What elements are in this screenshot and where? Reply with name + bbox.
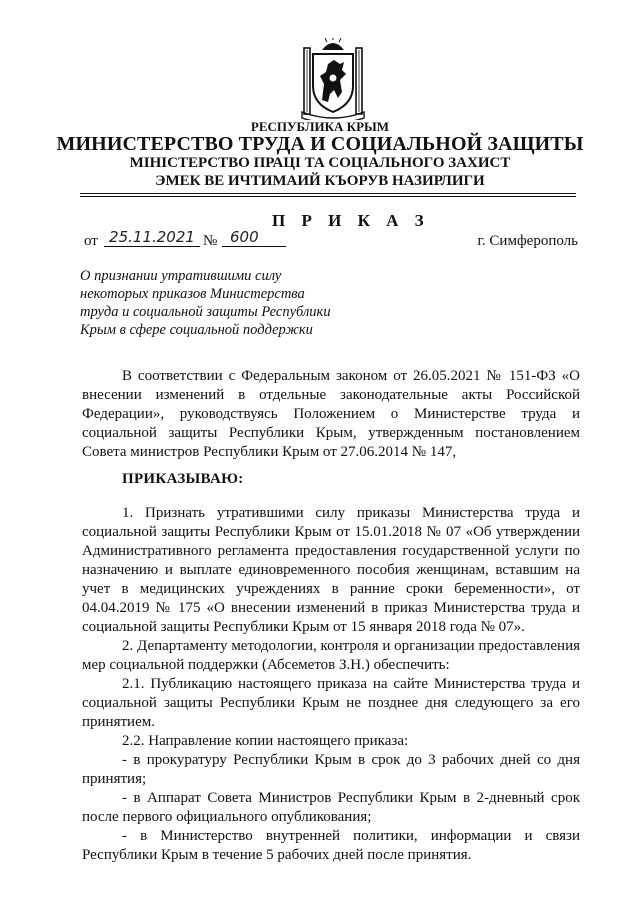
crimea-coat-of-arms-icon [300,38,366,120]
number-label: № [203,233,218,249]
document-subject: О признании утратившими силу некоторых приказов Министерства труда и социальной защиты Республики Крым в сфере социальной поддержки [80,268,331,338]
handwritten-date: 25.11.2021 [104,228,200,247]
preamble-text: В соответствии с Федеральным законом от 26.05.2021 № 151-ФЗ «О внесении изменений в отдельные законодательные акты Российской Федерации», руководствуясь Положением о Министерстве труда и социальной защиты Республики Крым, утвержденным постановлением Совета министров Республики Крым от 27.06.2014 № 147, [82,368,580,460]
paragraph-1: 1. Признать утратившими силу приказы Министерства труда и социальной защиты Республики Крым от 15.01.2018 № 07 «Об утверждении Административного регламента предоставления государственной услуги по назначению и выплате единовременного пособия женщинам, вставшим на учет в медицинских учреждениях в ранние сроки беременности», от 04.04.2019 № 175 «О внесении изменений в приказ Министерства труда и социальной защиты Республики Крым от 15 января 2018 года № 07». [82,505,580,635]
city: г. Симферополь [477,233,578,249]
paragraph-2-1: 2.1. Публикацию настоящего приказа на сайте Министерства труда и социальной защиты Республики Крым не позднее дня следующего за его принятием. [82,676,580,730]
header-rule-top [80,193,576,194]
ministry-name-crh: ЭМЕК ВЕ ИЧТИМАИЙ КЪОРУВ НАЗИРЛИГИ [155,173,485,189]
republic-heading: РЕСПУБЛИКА КРЫМ [250,119,390,134]
header-rule-bottom [80,196,576,197]
order-word: ПРИКАЗЫВАЮ: [122,471,244,487]
bullet-3: - в Министерство внутренней политики, информации и связи Республики Крым в течение 5 рабочих дней после принятия. [82,828,580,863]
document-title: П Р И К А З [272,211,430,230]
ministry-name-ru: МИНИСТЕРСТВО ТРУДА И СОЦИАЛЬНОЙ ЗАЩИТЫ [56,133,584,155]
order-body [82,504,580,865]
bullet-2: - в Аппарат Совета Министров Республики Крым в 2-дневный срок после первого официального опубликования; [82,790,580,825]
paragraph-2: 2. Департаменту методологии, контроля и организации предоставления мер социальной поддержки (Абсеметов З.Н.) обеспечить: [82,638,580,673]
bullet-1: - в прокуратуру Республики Крым в срок до 3 рабочих дней со дня принятия; [82,752,580,787]
handwritten-number: 600 [222,228,286,247]
date-label: от [84,233,98,249]
ministry-name-ua: МІНІСТЕРСТВО ПРАЦІ ТА СОЦІАЛЬНОГО ЗАХИСТ [129,155,511,171]
preamble [82,367,580,462]
paragraph-2-2: 2.2. Направление копии настоящего приказа: [122,733,409,749]
